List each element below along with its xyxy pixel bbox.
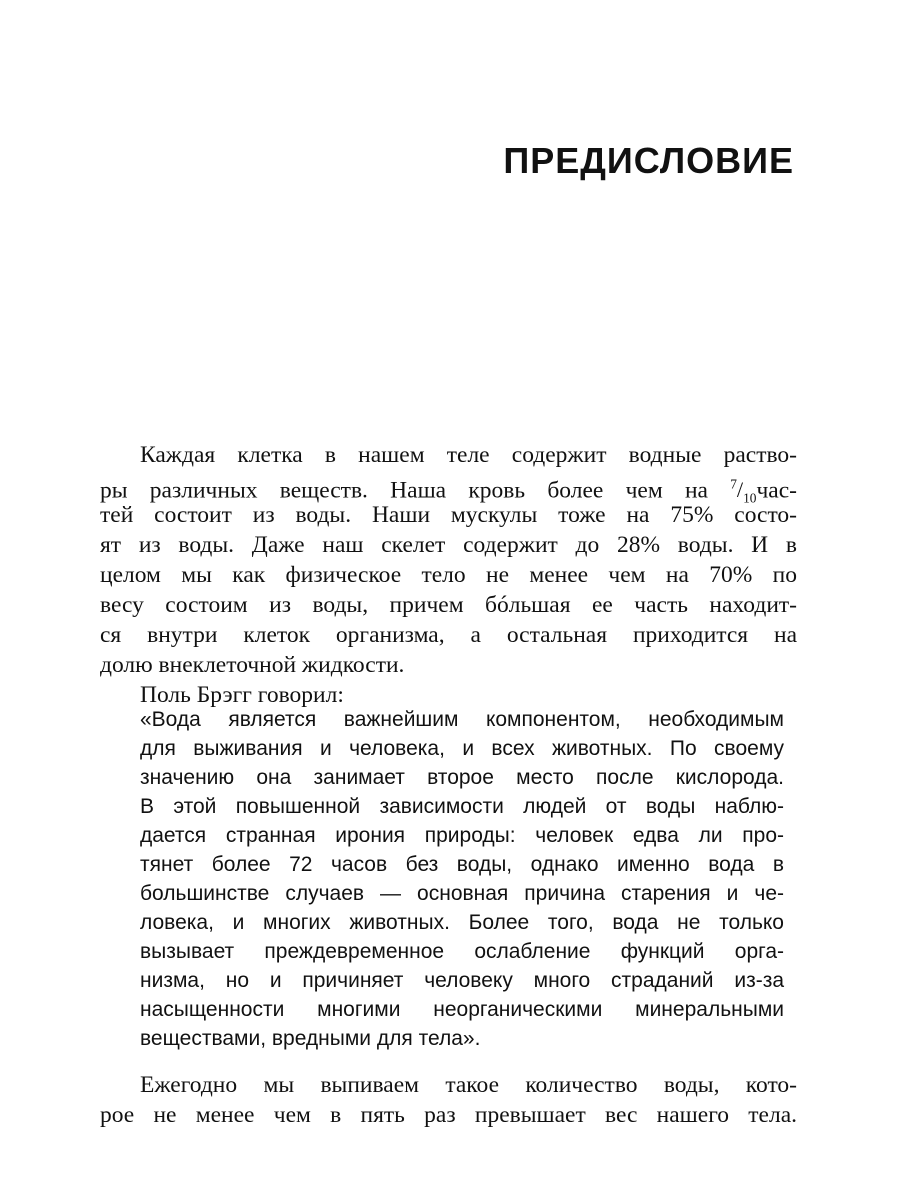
quote-line: низма, но и причиняет человеку много страданий из-за xyxy=(140,969,784,992)
paragraph-line: Ежегодно мы выпиваем такое количество воды, кото- xyxy=(140,1072,797,1098)
quote-line: большинстве случаев — основная причина старения и че- xyxy=(140,882,784,905)
quote-line: дается странная ирония природы: человек едва ли про- xyxy=(140,824,784,847)
paragraph-line: долю внеклеточной жидкости. xyxy=(100,652,405,678)
quote-line: В этой повышенной зависимости людей от воды наблю- xyxy=(140,795,784,818)
quote-line: «Вода является важнейшим компонентом, необходимым xyxy=(140,708,784,731)
paragraph-line: целом мы как физическое тело не менее чем на 70% по xyxy=(100,562,797,588)
paragraph-line: ят из воды. Даже наш скелет содержит до 28% воды. И в xyxy=(100,532,797,558)
paragraph-line: весу состоим из воды, причем бóльшая ее часть находит- xyxy=(100,592,797,618)
quote-line: вызывает преждевременное ослабление функций орга- xyxy=(140,940,784,963)
paragraph-line: ся внутри клеток организма, а остальная приходится на xyxy=(100,622,797,648)
paragraph-line: рое не менее чем в пять раз превышает вес нашего тела. xyxy=(100,1102,797,1128)
quote-line: веществами, вредными для тела». xyxy=(140,1027,481,1050)
intro-line: Поль Брэгг говорил: xyxy=(140,682,344,708)
quote-line: тянет более 72 часов без воды, однако именно вода в xyxy=(140,853,784,876)
quote-line: ловека, и многих животных. Более того, вода не только xyxy=(140,911,784,934)
fraction: $^7/_{10}$ xyxy=(730,477,757,506)
paragraph-line: тей состоит из воды. Наши мускулы тоже на 75% состо- xyxy=(100,502,797,528)
quote-line: насыщенности многими неорганическими минеральными xyxy=(140,998,784,1021)
quote-line: значению она занимает второе место после кислорода. xyxy=(140,766,784,789)
page-title: ПРЕДИСЛОВИЕ xyxy=(503,140,794,181)
paragraph-line: ры различных веществ. Наша кровь более чем на $^7/_{10}час-$ xyxy=(100,477,797,506)
quote-line: для выживания и человека, и всех животных. По своему xyxy=(140,737,784,760)
paragraph-line: Каждая клетка в нашем теле содержит водные раство- xyxy=(140,442,797,468)
